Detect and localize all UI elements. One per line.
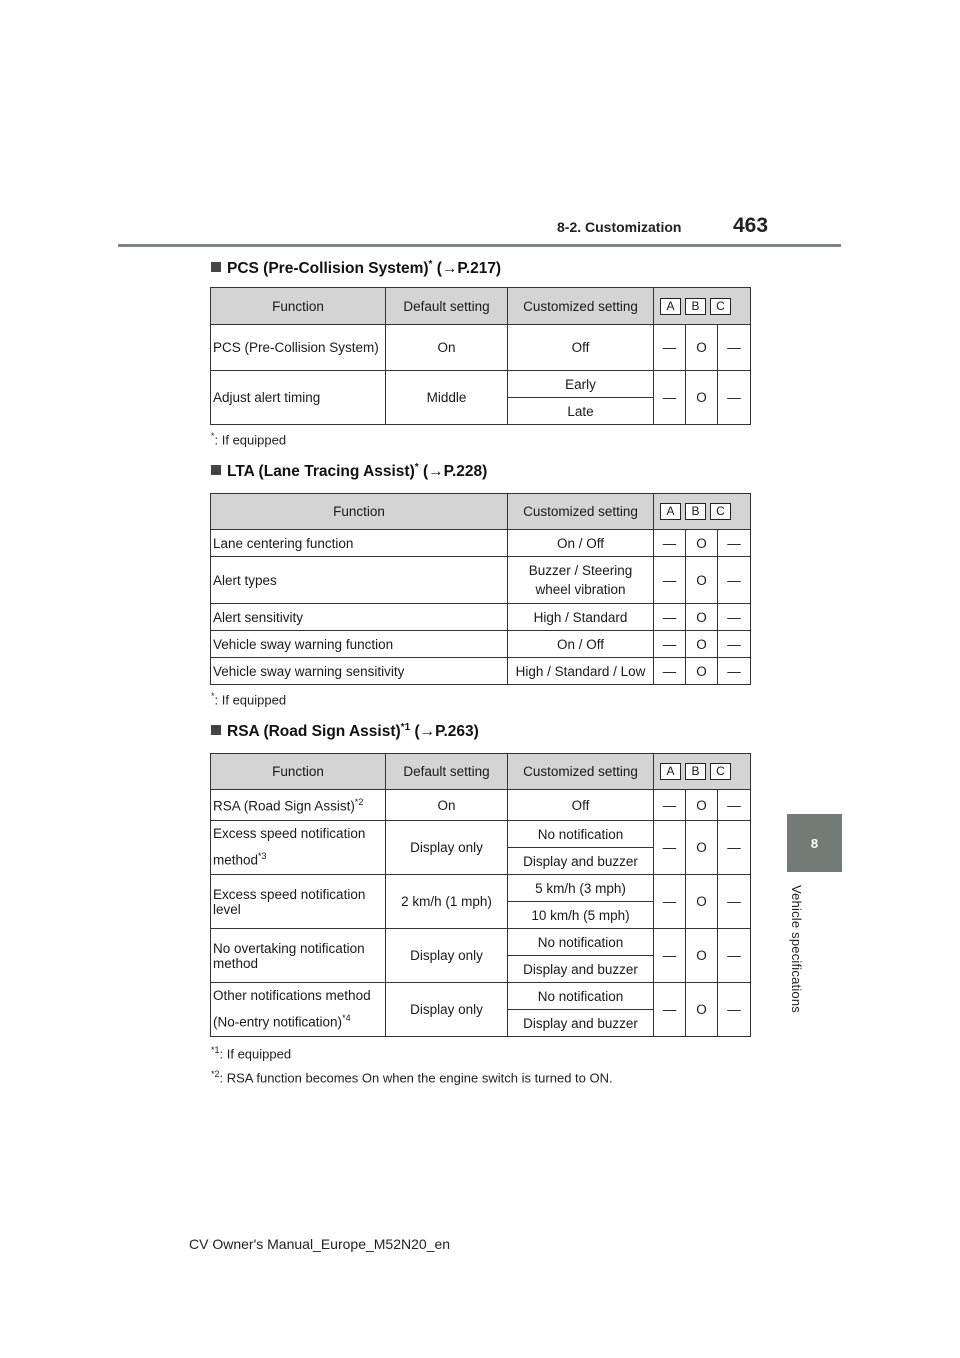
- cell-function: Vehicle sway warning sensitivity: [211, 658, 508, 685]
- lta-title: LTA (Lane Tracing Assist): [227, 463, 415, 481]
- cell-function: Alert types: [211, 557, 508, 604]
- col-a-box: A: [660, 503, 681, 520]
- footnote-text: : If equipped: [214, 432, 287, 448]
- table-row: [211, 929, 751, 956]
- cell-a: —: [654, 557, 686, 604]
- cell-custom: Off: [508, 790, 654, 821]
- cell-default: On: [386, 790, 508, 821]
- table-row: [211, 631, 751, 658]
- cell-function: PCS (Pre-Collision System): [211, 325, 386, 371]
- footnote-mark: *: [211, 691, 215, 701]
- table-row: [211, 325, 751, 371]
- cell-b: O: [686, 557, 718, 604]
- table-row: [211, 790, 751, 821]
- cell-function: [211, 821, 386, 875]
- rsa-footnote-1: [211, 1045, 291, 1061]
- table-header-row: [211, 494, 751, 530]
- footnote-text: : RSA function becomes On when the engine switch is turned to ON.: [219, 1070, 613, 1086]
- col-c-box: C: [710, 298, 731, 315]
- cell-custom: Off: [508, 325, 654, 371]
- lta-title-sup: *: [414, 462, 419, 473]
- pcs-ref: (→P.217): [436, 260, 502, 278]
- cell-custom: Early: [508, 371, 654, 398]
- cell-a: —: [654, 983, 686, 1037]
- cell-a: —: [654, 790, 686, 821]
- table-header-row: [211, 754, 751, 790]
- col-custom: Customized setting: [508, 494, 654, 530]
- table-row: [211, 821, 751, 848]
- cell-c: —: [718, 530, 751, 557]
- lta-footnote: [211, 691, 286, 707]
- cell-custom: High / Standard: [508, 604, 654, 631]
- heading-bullet: [211, 262, 221, 272]
- cell-custom: 5 km/h (3 mph): [508, 875, 654, 902]
- cell-custom: Buzzer / Steering wheel vibration: [508, 557, 654, 604]
- cell-b: O: [686, 790, 718, 821]
- table-row: [211, 875, 751, 902]
- cell-default: Display only: [386, 821, 508, 875]
- cell-a: —: [654, 821, 686, 875]
- manual-footer: CV Owner's Manual_Europe_M52N20_en: [189, 1236, 451, 1252]
- footnote-text: : If equipped: [214, 692, 287, 708]
- cell-custom: High / Standard / Low: [508, 658, 654, 685]
- rsa-title-sup: *1: [400, 722, 411, 733]
- cell-a: —: [654, 929, 686, 983]
- cell-b: O: [686, 604, 718, 631]
- cell-function: Alert sensitivity: [211, 604, 508, 631]
- cell-b: O: [686, 325, 718, 371]
- cell-default: On: [386, 325, 508, 371]
- col-abc: [654, 288, 751, 325]
- cell-c: —: [718, 983, 751, 1037]
- rsa-heading: [211, 722, 479, 741]
- col-default: Default setting: [386, 754, 508, 790]
- cell-c: —: [718, 604, 751, 631]
- cell-default: Middle: [386, 371, 508, 425]
- chapter-tab: 8: [787, 814, 842, 872]
- col-a-box: A: [660, 298, 681, 315]
- function-sup: *2: [354, 796, 364, 807]
- col-b-box: B: [685, 298, 706, 315]
- col-abc: [654, 754, 751, 790]
- pcs-footnote: [211, 431, 286, 447]
- cell-a: —: [654, 631, 686, 658]
- col-c-box: C: [710, 763, 731, 780]
- cell-c: —: [718, 371, 751, 425]
- table-header-row: [211, 288, 751, 325]
- lta-ref: (→P.228): [422, 463, 488, 481]
- lta-heading: [211, 462, 487, 481]
- col-c-box: C: [710, 503, 731, 520]
- cell-b: O: [686, 821, 718, 875]
- table-row: [211, 530, 751, 557]
- cell-a: —: [654, 371, 686, 425]
- footnote-mark: *: [211, 431, 215, 441]
- col-a-box: A: [660, 763, 681, 780]
- pcs-heading: [211, 259, 501, 278]
- footnote-text: : If equipped: [219, 1046, 292, 1062]
- cell-b: O: [686, 658, 718, 685]
- cell-function: [211, 790, 386, 821]
- header-rule: [118, 244, 841, 247]
- col-default: Default setting: [386, 288, 508, 325]
- cell-c: —: [718, 557, 751, 604]
- cell-a: —: [654, 325, 686, 371]
- cell-custom: No notification: [508, 821, 654, 848]
- cell-a: —: [654, 875, 686, 929]
- cell-b: O: [686, 983, 718, 1037]
- cell-custom: Display and buzzer: [508, 1010, 654, 1037]
- cell-c: —: [718, 631, 751, 658]
- cell-custom: 10 km/h (5 mph): [508, 902, 654, 929]
- cell-a: —: [654, 530, 686, 557]
- heading-bullet: [211, 465, 221, 475]
- col-custom: Customized setting: [508, 754, 654, 790]
- cell-c: —: [718, 790, 751, 821]
- table-row: [211, 557, 751, 604]
- cell-b: O: [686, 929, 718, 983]
- footnote-mark: *2: [211, 1069, 220, 1079]
- cell-function: Excess speed notification level: [211, 875, 386, 929]
- cell-c: —: [718, 658, 751, 685]
- cell-default: 2 km/h (1 mph): [386, 875, 508, 929]
- cell-custom: Display and buzzer: [508, 956, 654, 983]
- table-row: [211, 983, 751, 1010]
- cell-b: O: [686, 631, 718, 658]
- function-text: Other notifications method (No-entry notification): [213, 988, 371, 1030]
- cell-b: O: [686, 530, 718, 557]
- table-row: [211, 371, 751, 398]
- rsa-table: [210, 753, 751, 1037]
- function-sup: *4: [342, 1013, 351, 1024]
- pcs-table: [210, 287, 751, 425]
- heading-bullet: [211, 725, 221, 735]
- pcs-title-sup: *: [428, 259, 433, 270]
- cell-function: [211, 983, 386, 1037]
- cell-default: Display only: [386, 983, 508, 1037]
- cell-c: —: [718, 821, 751, 875]
- footnote-mark: *1: [211, 1045, 220, 1055]
- table-row: [211, 658, 751, 685]
- pcs-title: PCS (Pre-Collision System): [227, 260, 429, 278]
- rsa-footnote-2: [211, 1069, 613, 1085]
- chapter-label: Vehicle specifications: [789, 885, 804, 1013]
- cell-c: —: [718, 325, 751, 371]
- col-abc: [654, 494, 751, 530]
- col-custom: Customized setting: [508, 288, 654, 325]
- cell-c: —: [718, 929, 751, 983]
- col-b-box: B: [685, 763, 706, 780]
- section-title: 8-2. Customization: [557, 219, 682, 235]
- cell-function: Vehicle sway warning function: [211, 631, 508, 658]
- cell-custom: Late: [508, 398, 654, 425]
- cell-default: Display only: [386, 929, 508, 983]
- cell-custom: On / Off: [508, 631, 654, 658]
- page-number: 463: [733, 214, 769, 237]
- cell-function: No overtaking notification method: [211, 929, 386, 983]
- rsa-title: RSA (Road Sign Assist): [227, 723, 401, 741]
- col-b-box: B: [685, 503, 706, 520]
- col-function: Function: [211, 494, 508, 530]
- cell-b: O: [686, 371, 718, 425]
- function-text: Excess speed notification method: [213, 826, 366, 868]
- cell-function: Adjust alert timing: [211, 371, 386, 425]
- cell-function: Lane centering function: [211, 530, 508, 557]
- cell-c: —: [718, 875, 751, 929]
- table-row: [211, 604, 751, 631]
- col-function: Function: [211, 288, 386, 325]
- function-sup: *3: [258, 851, 267, 862]
- col-function: Function: [211, 754, 386, 790]
- function-text: RSA (Road Sign Assist): [213, 798, 355, 814]
- cell-custom: No notification: [508, 983, 654, 1010]
- cell-custom: On / Off: [508, 530, 654, 557]
- cell-custom: Display and buzzer: [508, 848, 654, 875]
- cell-a: —: [654, 604, 686, 631]
- lta-table: [210, 493, 751, 685]
- rsa-ref: (→P.263): [414, 723, 479, 741]
- cell-custom: No notification: [508, 929, 654, 956]
- cell-a: —: [654, 658, 686, 685]
- cell-b: O: [686, 875, 718, 929]
